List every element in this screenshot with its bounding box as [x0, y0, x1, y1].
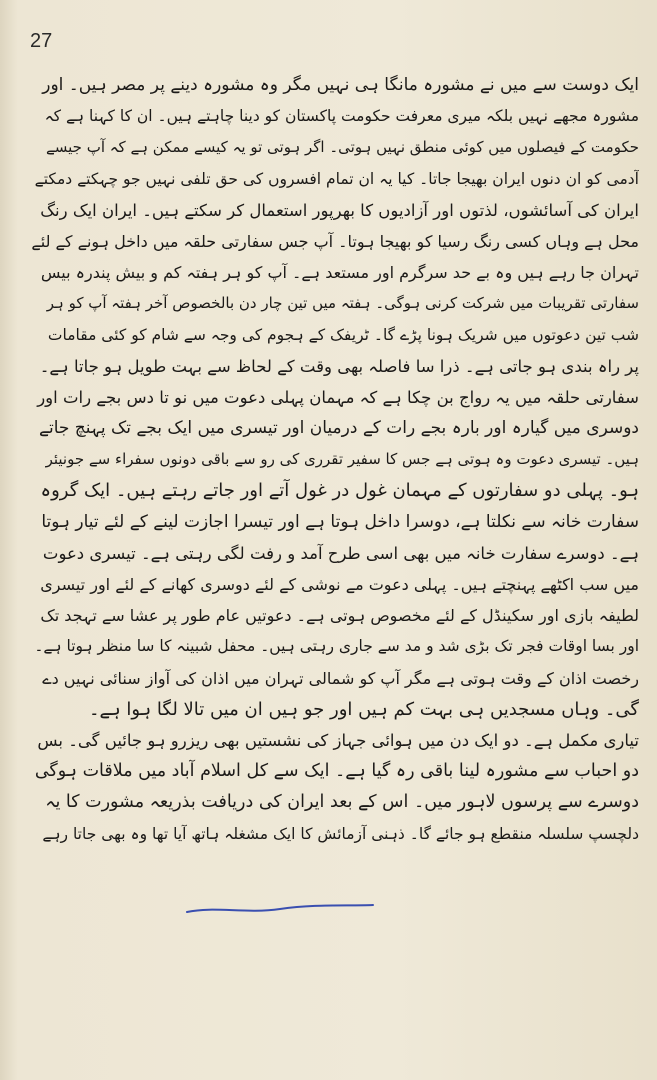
- text-line: مشورہ مجھے نہیں بلکہ میری معرفت حکومت پاکستان کو دینا چاہتے ہیں۔ ان کا کہنا ہے کہ: [44, 107, 639, 126]
- text-line: حکومت کے فیصلوں میں کوئی منطق نہیں ہوتی۔ اگر ہوتی تو یہ کیسے ممکن ہے کہ آپ جیسے: [45, 138, 639, 157]
- body-text: [30, 70, 639, 850]
- text-line: شب تین دعوتوں میں شریک ہونا پڑے گا۔ ٹریفک کے ہجوم کی وجہ سے شام کو کئی مقامات: [47, 325, 639, 344]
- text-line: ایک دوست سے میں نے مشورہ مانگا ہی نہیں مگر وہ مشورہ دینے پر مصر ہیں۔ اور: [42, 75, 639, 95]
- text-line: ہے۔ دوسرے سفارت خانہ میں بھی اسی طرح آمد و رفت لگی رہتی ہے۔ تیسری دعوت: [42, 543, 639, 563]
- text-line: سفارتی تقریبات میں شرکت کرنی ہوگی۔ ہفتہ میں تین چار دن بالخصوص آخر ہفتہ آپ کو ہر: [46, 294, 639, 313]
- text-line: ہیں۔ تیسری دعوت وہ ہوتی ہے جس کا سفیر تقرری کی رو سے باقی دونوں سفراء سے جونیئر: [45, 450, 639, 469]
- text-line: رخصت اذان کے وقت ہوتی ہے مگر آپ کو شمالی تہران میں اذان کی آواز سنائی نہیں دے: [42, 668, 639, 688]
- text-line: سفارتی حلقہ میں یہ رواج بن چکا ہے کہ مہمان پہلی دعوت میں نو تا دس بجے رات اور: [37, 387, 639, 407]
- text-line: دو احباب سے مشورہ لینا باقی رہ گیا ہے۔ ایک سے کل اسلام آباد میں ملاقات ہوگی: [34, 761, 639, 782]
- text-line: ایران کی آسائشوں، لذتوں اور آزادیوں کا بھرپور استعمال کر سکتے ہیں۔ ایران ایک رنگ: [40, 200, 639, 220]
- text-line: اور بسا اوقات فجر تک بڑی شد و مد سے جاری رہتی ہیں۔ محفل شبینہ کا سا منظر ہوتا ہے۔: [34, 637, 639, 656]
- text-line: تیاری مکمل ہے۔ دو ایک دن میں ہوائی جہاز کی نشستیں بھی ریزرو ہو جائیں گی۔ بس: [37, 730, 639, 750]
- pen-underline-mark: [185, 900, 375, 918]
- text-line: دوسرے سے پرسوں لاہور میں۔ اس کے بعد ایران کی دریافت بذریعہ مشورت کا یہ: [45, 792, 639, 813]
- text-line: میں سب اکٹھے پہنچتے ہیں۔ پہلی دعوت مے نوشی کے لئے دوسری کھانے کے لئے اور تیسری: [40, 575, 639, 594]
- text-line: محل ہے وہاں کسی رنگ رسیا کو بھیجا ہوتا۔ آپ جس سفارتی حلقہ میں داخل ہونے کے لئے: [31, 231, 639, 251]
- text-line: آدمی کو ان دنوں ایران بھیجا جاتا۔ کیا یہ ان تمام افسروں کی حق تلفی نہیں جو چہکتے دمکتے: [34, 169, 639, 188]
- text-line: دلچسپ سلسلہ منقطع ہو جائے گا۔ ذہنی آزمائش کا ایک مشغلہ ہاتھ آیا تھا وہ بھی جاتا رہے: [42, 824, 639, 843]
- page-number: 27: [30, 30, 53, 52]
- text-line: دوسری میں گیارہ اور بارہ بجے رات کے درمیان اور تیسری میں ایک بجے تک پہنچ جاتے: [39, 418, 639, 439]
- text-line: گی۔ وہاں مسجدیں ہی بہت کم ہیں اور جو ہیں ان میں تالا لگا ہوا ہے۔: [88, 698, 639, 720]
- text-line: سفارت خانہ سے نکلتا ہے، دوسرا داخل ہوتا ہے اور تیسرا اجازت لینے کے لئے تیار ہوتا: [41, 511, 639, 532]
- text-line: پر راہ بندی ہو جاتی ہے۔ ذرا سا فاصلہ بھی وقت کے لحاظ سے بہت طویل ہو جاتا ہے۔: [39, 356, 639, 376]
- text-line: لطیفہ بازی اور سکینڈل کے لئے مخصوص ہوتی ہے۔ دعوتیں عام طور پر عشا سے تہجد تک: [40, 606, 639, 626]
- text-line: تہران جا رہے ہیں وہ بے حد سرگرم اور مستعد ہے۔ آپ کو ہر ہفتہ کم و بیش پندرہ بیس: [40, 263, 639, 283]
- text-line: ہو۔ پہلی دو سفارتوں کے مہمان غول در غول آتے اور جاتے رہتے ہیں۔ ایک گروہ: [40, 480, 639, 502]
